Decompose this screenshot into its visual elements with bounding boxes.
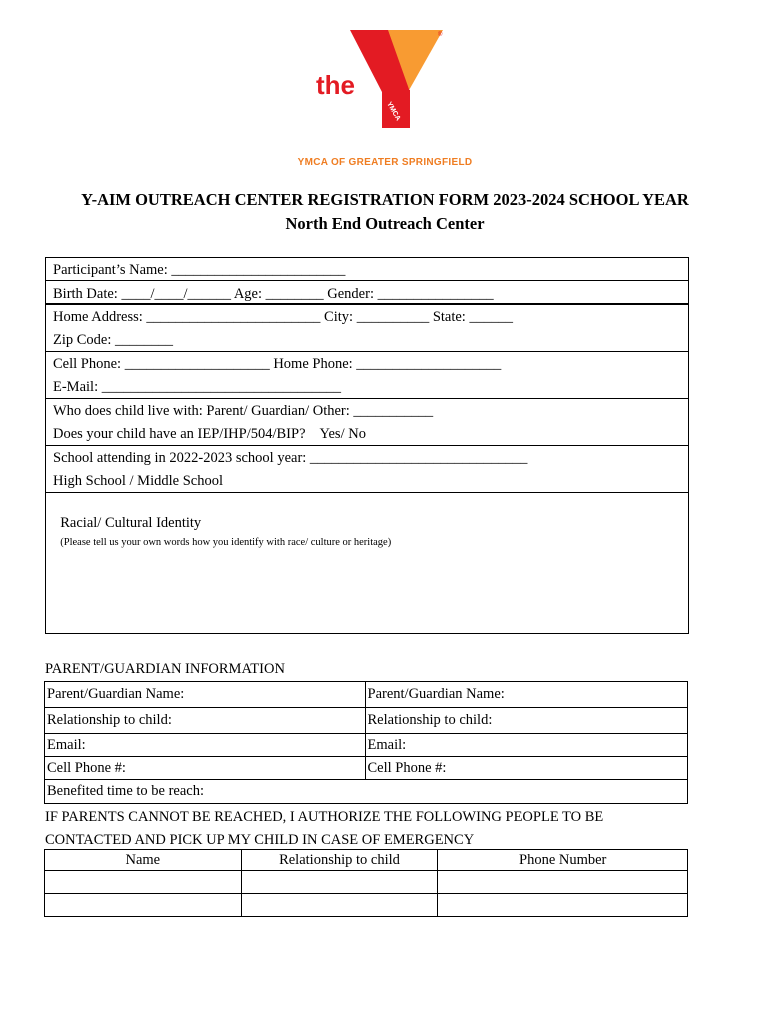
form-title: Y-AIM OUTREACH CENTER REGISTRATION FORM 2023-2024 SCHOOL YEAR <box>81 190 689 209</box>
guardian1-name[interactable]: Parent/Guardian Name: <box>45 682 366 708</box>
column-header-name: Name <box>45 850 242 871</box>
guardian1-relationship[interactable]: Relationship to child: <box>45 708 366 734</box>
participant-name-field[interactable]: Participant’s Name: ________________________ <box>53 262 346 278</box>
contact1-phone-cell[interactable] <box>438 871 688 894</box>
guardian1-cell[interactable]: Cell Phone #: <box>45 757 366 780</box>
identity-label <box>53 496 391 552</box>
guardian2-relationship[interactable]: Relationship to child: <box>365 708 688 734</box>
table-row <box>45 780 688 804</box>
cell-home-phone-field[interactable]: Cell Phone: ____________________ Home Phone: ____________________ <box>53 356 502 372</box>
iep-question[interactable]: Does your child have an IEP/IHP/504/BIP? Yes/ No <box>53 426 366 442</box>
emergency-line-2: CONTACTED AND PICK UP MY CHILD IN CASE OF EMERGENCY <box>45 832 475 848</box>
school-attending-field[interactable]: School attending in 2022-2023 school year: ______________________________ <box>53 450 528 466</box>
table-row <box>45 708 688 734</box>
table-row <box>45 757 688 780</box>
email-field[interactable]: E-Mail: _________________________________ <box>53 379 341 395</box>
contact1-relationship-cell[interactable] <box>241 871 438 894</box>
emergency-contacts-table <box>44 849 688 917</box>
guardian-heading: PARENT/GUARDIAN INFORMATION <box>45 661 285 677</box>
contact1-name-cell[interactable] <box>45 871 242 894</box>
table-header-row <box>45 850 688 871</box>
guardian2-name[interactable]: Parent/Guardian Name: <box>365 682 688 708</box>
column-header-phone: Phone Number <box>438 850 688 871</box>
logo-word-the: the <box>316 70 355 100</box>
guardian2-cell[interactable]: Cell Phone #: <box>365 757 688 780</box>
guardian1-email[interactable]: Email: <box>45 734 366 757</box>
identity-hint: (Please tell us your own words how you identify with race/ culture or heritage) <box>60 537 392 548</box>
logo-registered: ® <box>438 32 443 38</box>
form-subtitle: North End Outreach Center <box>285 214 485 233</box>
table-row <box>45 734 688 757</box>
school-level-options[interactable]: High School / Middle School <box>53 473 223 489</box>
contact2-relationship-cell[interactable] <box>241 894 438 917</box>
identity-label-text: Racial/ Cultural Identity <box>60 515 202 531</box>
lives-with-field[interactable]: Who does child live with: Parent/ Guardian/ Other: ___________ <box>53 403 434 419</box>
birth-age-gender-field[interactable]: Birth Date: ____/____/______ Age: ________ Gender: ________________ <box>53 286 494 302</box>
table-row <box>45 682 688 708</box>
table-row <box>45 871 688 894</box>
emergency-line-1: IF PARENTS CANNOT BE REACHED, I AUTHORIZE THE FOLLOWING PEOPLE TO BE <box>45 809 604 825</box>
logo-ymca-vertical: YMCA <box>385 100 402 123</box>
contact2-name-cell[interactable] <box>45 894 242 917</box>
column-header-relationship: Relationship to child <box>241 850 438 871</box>
guardian-table <box>44 681 688 804</box>
home-address-field[interactable]: Home Address: ________________________ City: __________ State: ______ <box>53 309 513 325</box>
contact2-phone-cell[interactable] <box>438 894 688 917</box>
benefited-time-field[interactable]: Benefited time to be reach: <box>45 780 688 804</box>
guardian2-email[interactable]: Email: <box>365 734 688 757</box>
zip-code-field[interactable]: Zip Code: ________ <box>53 332 174 348</box>
org-name: YMCA OF GREATER SPRINGFIELD <box>297 157 473 168</box>
table-row <box>45 894 688 917</box>
